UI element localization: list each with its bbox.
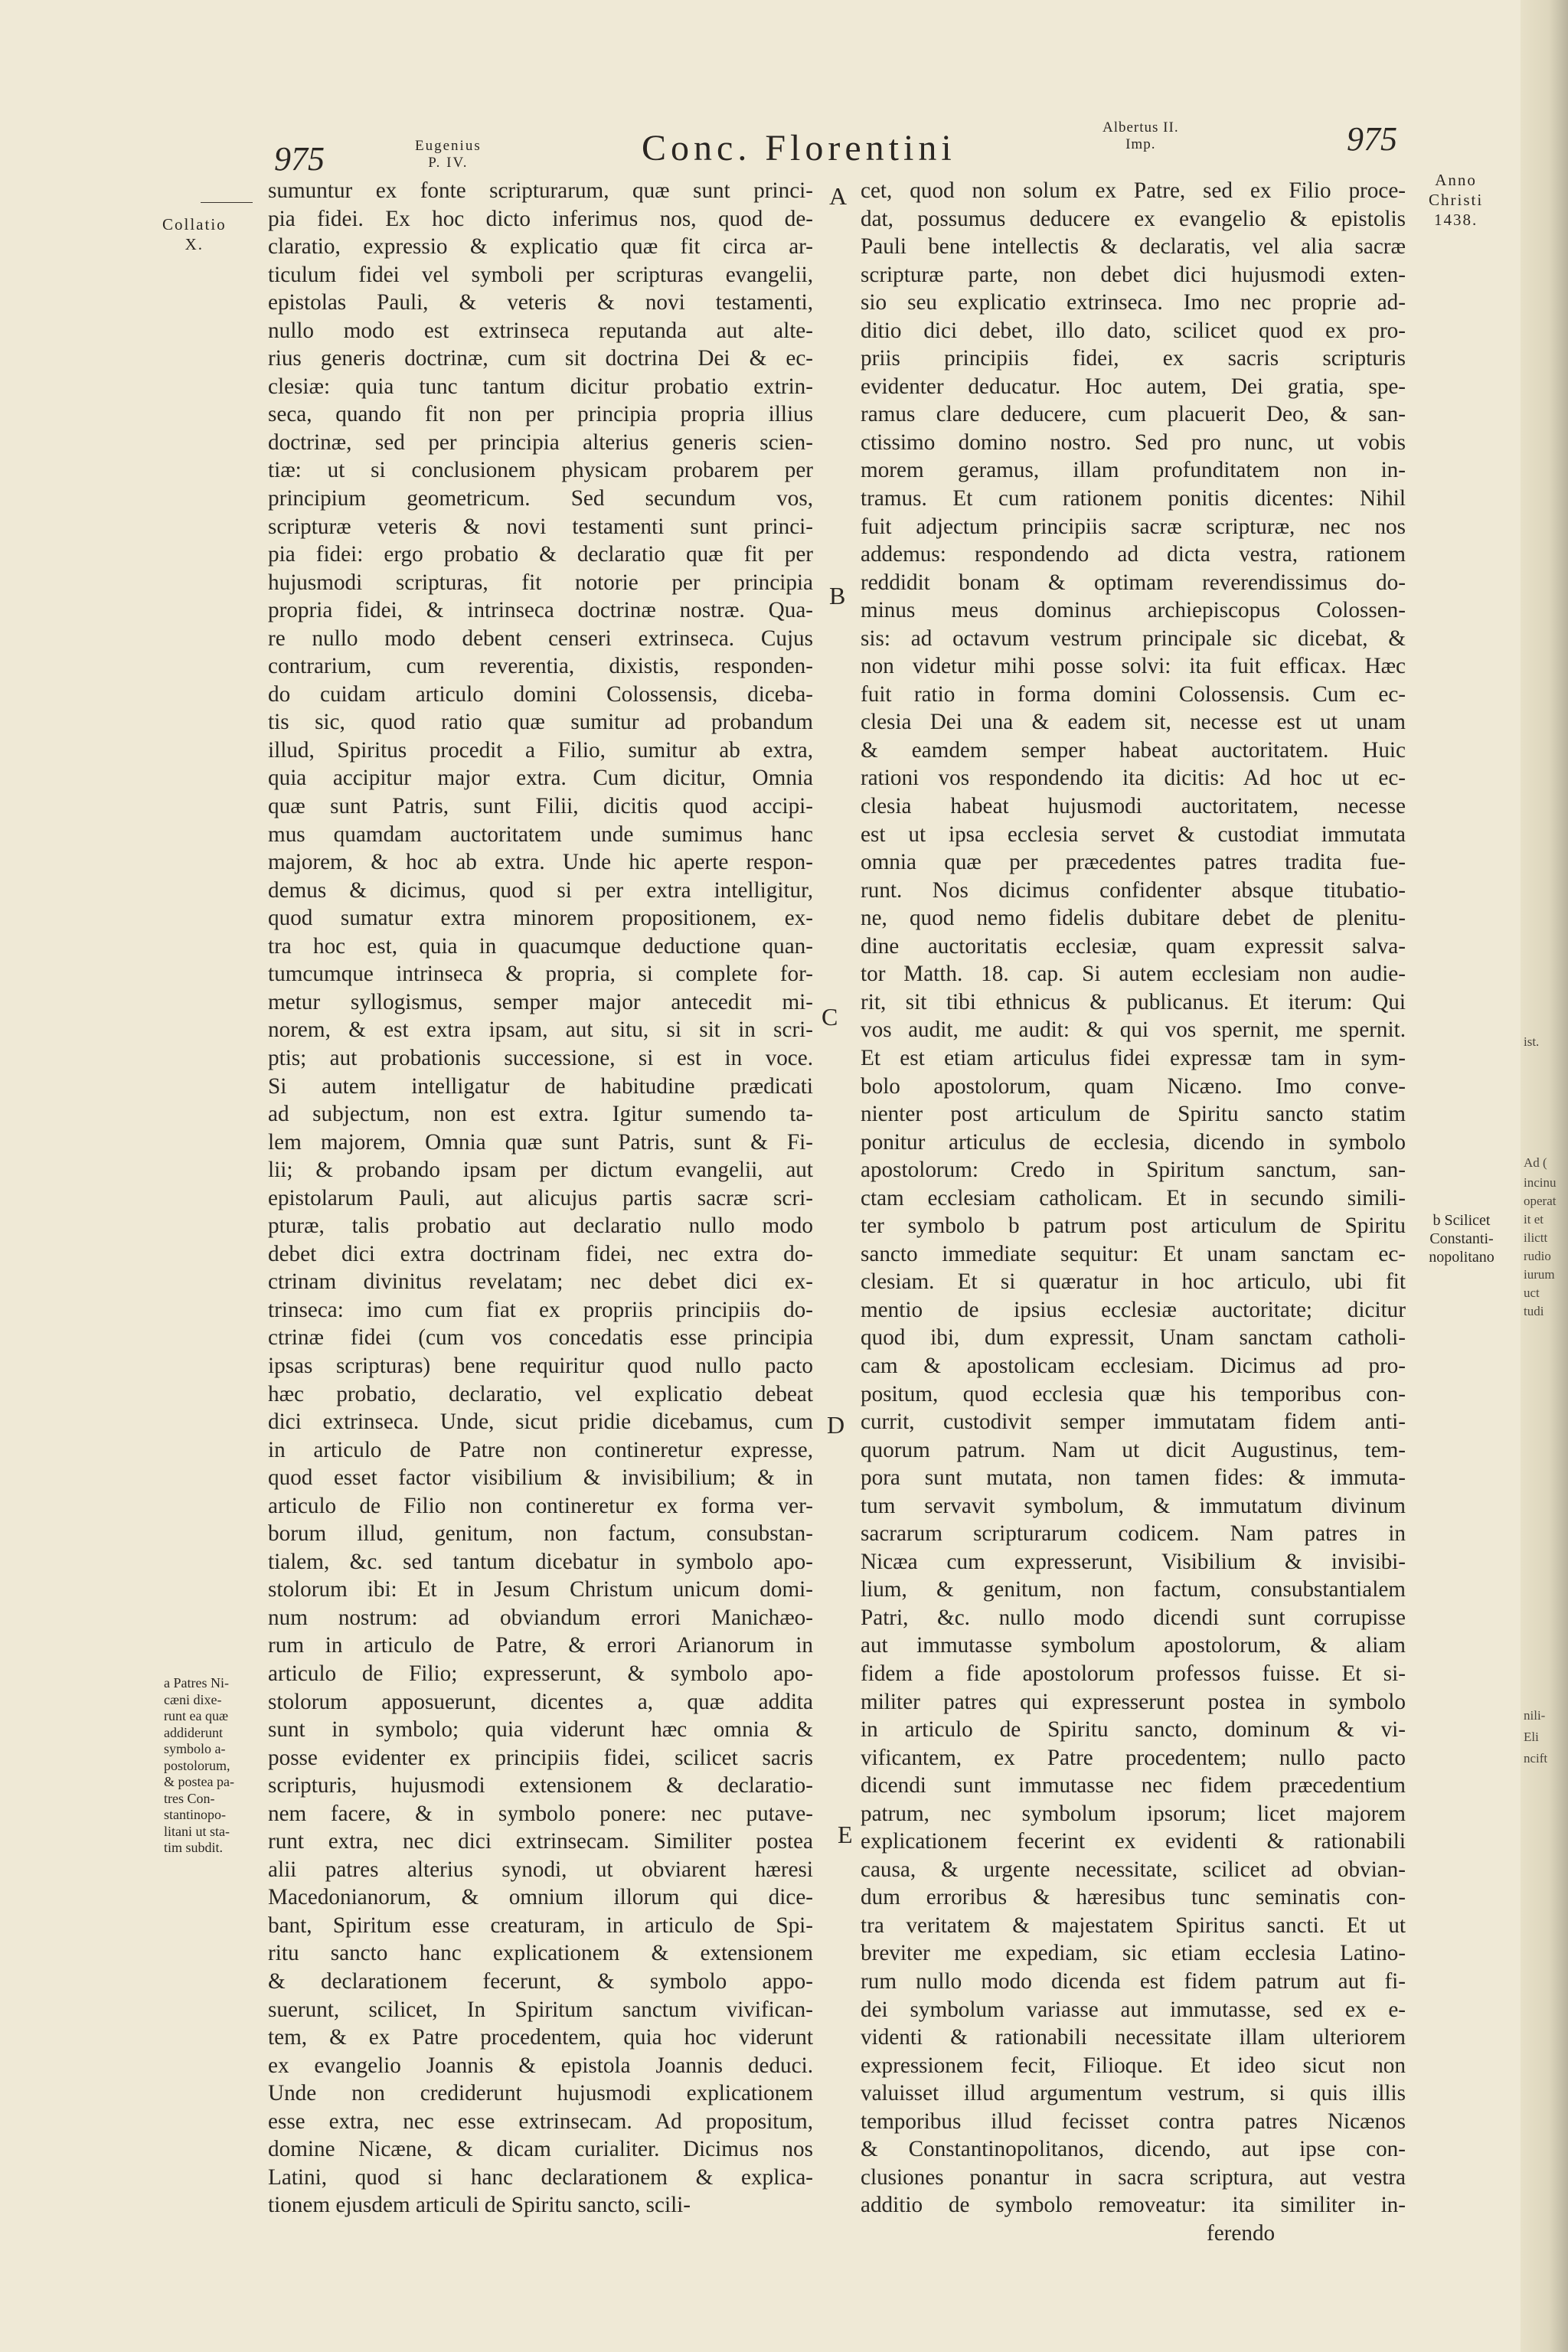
- text-line: causa, & urgente necessitate, scilicet ad obvian-: [861, 1857, 1406, 1882]
- text-line: scripturis, hujusmodi extensionem & declaratio-: [268, 1773, 813, 1798]
- text-line: clesiam. Et si quæratur in hoc articulo, ubi fit: [861, 1269, 1406, 1295]
- text-line: aut immutasse symbolum apostolorum, & aliam: [861, 1633, 1406, 1658]
- text-line: stolorum apposuerunt, dicentes a, quæ addita: [268, 1689, 813, 1714]
- section-letter-a: A: [829, 182, 848, 210]
- text-line: rum nullo modo dicenda est fidem patrum aut fi-: [861, 1969, 1406, 1994]
- text-line: ritu sancto hanc explicationem & extensionem: [268, 1941, 813, 1966]
- text-line: hæc probatio, declaratio, vel explicatio debeat: [268, 1381, 813, 1406]
- margin-note-b: [1412, 1211, 1511, 1266]
- text-line: pia fidei: ergo probatio & declaratio quæ fit per: [268, 542, 813, 567]
- text-line: valuisset illud argumentum vestrum, si quis illis: [861, 2081, 1406, 2106]
- text-line: vificantem, ex Patre procedentem; nullo pacto: [861, 1745, 1406, 1770]
- text-line: ex evangelio Joannis & epistola Joannis deduci.: [268, 2053, 813, 2078]
- text-line: est ut ipsa ecclesia servet & custodiat immutata: [861, 822, 1406, 847]
- text-line: clesia Dei una & eadem sit, necesse est ut unam: [861, 710, 1406, 735]
- margin-note-line: runt ea quæ: [164, 1708, 228, 1723]
- text-line: fidem a fide apostolorum professos fuisse. Et si-: [861, 1661, 1406, 1686]
- margin-note-line: & postea pa-: [164, 1774, 234, 1789]
- text-line: morem geramus, illam profunditatem non in-: [861, 458, 1406, 483]
- text-line: hujusmodi scripturas, fit notorie per principia: [268, 570, 813, 595]
- running-head-left-line: Eugenius: [415, 138, 482, 154]
- text-line: ad subjectum, non est extra. Igitur sumendo ta-: [268, 1102, 813, 1127]
- margin-note-line: cæni dixe-: [164, 1691, 222, 1707]
- margin-note-line: tim subdit.: [164, 1840, 224, 1855]
- text-line: ditio dici debet, illo dato, scilicet quod ex pro-: [861, 318, 1406, 343]
- text-line: non videtur mihi posse solvi: ita fuit efficax. Hæc: [861, 654, 1406, 679]
- text-line: dicendi sunt immutasse nec fidem præcedentium: [861, 1773, 1406, 1798]
- margin-heading-line: Christi: [1429, 191, 1484, 209]
- edge-fragment: uct: [1524, 1285, 1540, 1300]
- text-line: tionem ejusdem articuli de Spiritu sancto, scili-: [268, 2193, 691, 2218]
- text-line: ipsas scripturas) bene requiritur quod nullo pacto: [268, 1353, 813, 1378]
- margin-note-line: addiderunt: [164, 1724, 223, 1740]
- text-line: rum in articulo de Patre, & errori Arianorum in: [268, 1633, 813, 1658]
- text-line: ne, quod nemo fidelis dubitare debet de plenitu-: [861, 906, 1406, 931]
- text-line: doctrinæ, sed per principia alterius generis scien-: [268, 430, 813, 455]
- text-line: priis principiis fidei, ex sacris scripturis: [861, 346, 1406, 371]
- margin-heading-line: Anno: [1435, 171, 1477, 189]
- text-line: & eamdem semper habeat auctoritatem. Huic: [861, 737, 1406, 763]
- text-line: bant, Spiritum esse creaturam, in articulo de Spi-: [268, 1913, 813, 1938]
- text-column-left: [268, 177, 813, 2220]
- text-line: addemus: respondendo ad dicta vestra, rationem: [861, 542, 1406, 567]
- text-line: contrarium, cum reverentia, dixistis, responden-: [268, 654, 813, 679]
- text-line: illud, Spiritus procedit a Filio, sumitur ab extra,: [268, 737, 813, 763]
- text-line: clesiæ: quia tunc tantum dicitur probatio extrin-: [268, 374, 813, 399]
- text-line: quod ibi, dum expressit, Unam sanctam catholi-: [861, 1325, 1406, 1351]
- text-line: Et est etiam articulus fidei expressæ tam in sym-: [861, 1045, 1406, 1070]
- text-line: nienter post articulum de Spiritu sancto statim: [861, 1102, 1406, 1127]
- text-line: positum, quod ecclesia quæ his temporibus con-: [861, 1381, 1406, 1406]
- text-line: cet, quod non solum ex Patre, sed ex Filio proce-: [861, 178, 1406, 203]
- edge-fragment: Ad (: [1524, 1155, 1547, 1170]
- text-line: domine Nicæne, & dicam curialiter. Dicimus nos: [268, 2137, 813, 2162]
- text-line: metur syllogismus, semper major antecedit mi-: [268, 989, 813, 1014]
- text-line: fuit adjectum principiis sacræ scripturæ, nec nos: [861, 514, 1406, 539]
- margin-rule: [201, 202, 253, 203]
- text-line: principium geometricum. Sed secundum vos,: [268, 486, 813, 511]
- text-line: ctrinam divinitus revelatam; nec debet dici ex-: [268, 1269, 813, 1295]
- text-line: alii patres alterius synodi, ut obviarent hæresi: [268, 1857, 813, 1882]
- text-line: Si autem intelligatur de habitudine prædicati: [268, 1073, 813, 1099]
- text-line: tis sic, quod ratio quæ sumitur ad probandum: [268, 710, 813, 735]
- text-line: fuit ratio in forma domini Colossensis. Cum ec-: [861, 681, 1406, 707]
- margin-heading-line: 1438.: [1433, 211, 1478, 229]
- margin-heading-line: Collatio: [162, 215, 227, 234]
- text-line: lii; & probando ipsam per dictum evangelii, aut: [268, 1158, 813, 1183]
- text-line: & Constantinopolitanos, dicendo, aut ipse con-: [861, 2137, 1406, 2162]
- text-line: ticulum fidei vel symboli per scripturas evangelii,: [268, 262, 813, 287]
- edge-fragment: Eli: [1524, 1730, 1539, 1744]
- text-line: pora sunt mutata, non tamen fides: & immuta-: [861, 1465, 1406, 1491]
- text-line: apostolorum: Credo in Spiritum sanctum, san-: [861, 1158, 1406, 1183]
- text-line: Latini, quod si hanc declarationem & explica-: [268, 2164, 813, 2190]
- text-line: nullo modo est extrinseca reputanda aut alte-: [268, 318, 813, 343]
- text-line: dei symbolum variasse aut immutasse, sed ex e-: [861, 1997, 1406, 2022]
- page-number-right: 975: [1347, 120, 1397, 158]
- text-line: tramus. Et cum rationem ponitis dicentes: Nihil: [861, 486, 1406, 511]
- text-line: Macedonianorum, & omnium illorum qui dice-: [268, 1885, 813, 1910]
- text-line: Nicæa cum expresserunt, Visibilium & invisibi-: [861, 1549, 1406, 1574]
- text-line: reddidit bonam & optimam reverendissimus do-: [861, 570, 1406, 595]
- margin-note-a: [164, 1675, 271, 1857]
- text-line: claratio, expressio & explicatio quæ fit circa ar-: [268, 234, 813, 260]
- text-line: in articulo de Patre non contineretur expresse,: [268, 1437, 813, 1462]
- text-line: quæ sunt Patris, sunt Filii, dicitis quod accipi-: [268, 794, 813, 819]
- text-line: epistolas Pauli, & veteris & novi testamenti,: [268, 290, 813, 315]
- text-line: mus quamdam auctoritatem unde sumimus hanc: [268, 822, 813, 847]
- text-line: runt extra, nec dici extrinsecam. Similiter postea: [268, 1829, 813, 1854]
- text-line: re nullo modo debent censeri extrinseca. Cujus: [268, 626, 813, 651]
- section-letter-b: B: [829, 582, 846, 609]
- text-line: scripturæ veteris & novi testamenti sunt princi-: [268, 514, 813, 539]
- text-line: lem majorem, Omnia quæ sunt Patris, sunt & Fi-: [268, 1129, 813, 1155]
- text-line: minus meus dominus archiepiscopus Colossen-: [861, 598, 1406, 623]
- edge-fragment: incinu: [1524, 1175, 1557, 1190]
- text-line: tem, & ex Patre procedentem, quia hoc viderunt: [268, 2025, 813, 2050]
- margin-note-line: postolorum,: [164, 1757, 230, 1773]
- adjacent-page-edge: [1521, 0, 1568, 2352]
- text-line: borum illud, genitum, non factum, consubstan-: [268, 1521, 813, 1547]
- text-line: ponitur articulus de ecclesia, dicendo in symbolo: [861, 1129, 1406, 1155]
- section-letter-d: D: [827, 1411, 845, 1439]
- text-line: tra hoc est, quia in quacumque deductione quan-: [268, 933, 813, 959]
- text-line: ferendo: [1207, 2220, 1276, 2246]
- text-line: rius generis doctrinæ, cum sit doctrina Dei & ec-: [268, 346, 813, 371]
- text-line: evidenter deducatur. Hoc autem, Dei gratia, spe-: [861, 374, 1406, 399]
- text-line: sis: ad octavum vestrum principale sic dicebat, &: [861, 626, 1406, 651]
- text-line: dum erroribus & hæresibus tunc seminatis con-: [861, 1885, 1406, 1910]
- text-line: cam & apostolicam ecclesiam. Dicimus ad pro-: [861, 1353, 1406, 1378]
- text-line: quorum patrum. Nam ut dicit Augustinus, tem-: [861, 1437, 1406, 1462]
- text-line: posse evidenter ex principiis fidei, scilicet sacris: [268, 1745, 813, 1770]
- text-line: seca, quando fit non per principia propria illius: [268, 402, 813, 427]
- page-number-left: 975: [274, 140, 325, 178]
- text-line: tra veritatem & majestatem Spiritus sancti. Et ut: [861, 1913, 1406, 1938]
- edge-fragment: rudio: [1524, 1249, 1551, 1263]
- text-line: quod esset factor visibilium & invisibilium; & in: [268, 1465, 813, 1491]
- text-line: trinseca: imo cum fiat ex propriis principiis do-: [268, 1297, 813, 1322]
- margin-note-line: b Scilicet: [1432, 1212, 1491, 1229]
- text-line: expressionem fecit, Filioque. Et ideo sicut non: [861, 2053, 1406, 2078]
- text-line: esse extra, nec esse extrinsecam. Ad propositum,: [268, 2109, 813, 2134]
- running-head-left: [415, 138, 482, 172]
- text-line: mentio de ipsius ecclesiæ auctoritate; dicitur: [861, 1297, 1406, 1322]
- text-line: lium, & genitum, non factum, consubstantialem: [861, 1577, 1406, 1602]
- margin-heading-collatio: [162, 214, 227, 254]
- text-line: dici extrinseca. Unde, sicut pridie dicebamus, cum: [268, 1410, 813, 1435]
- edge-fragment: ncift: [1524, 1751, 1548, 1766]
- text-line: tumcumque intrinseca & propria, si complete for-: [268, 962, 813, 987]
- text-line: pia fidei. Ex hoc dicto inferimus nos, quod de-: [268, 206, 813, 231]
- text-line: bolo apostolorum, quam Nicæno. Imo conve-: [861, 1073, 1406, 1099]
- text-line: sancto immediate sequitur: Et unam sanctam ec-: [861, 1241, 1406, 1266]
- text-line: articulo de Filio; expresserunt, & symbolo apo-: [268, 1661, 813, 1686]
- text-line: tialem, &c. sed tantum dicebatur in symbolo apo-: [268, 1549, 813, 1574]
- text-line: do cuidam articulo domini Colossensis, diceba-: [268, 681, 813, 707]
- text-line: nem facere, & in symbolo ponere: nec putave-: [268, 1801, 813, 1826]
- margin-heading-line: X.: [185, 235, 204, 253]
- text-line: sumuntur ex fonte scripturarum, quæ sunt princi-: [268, 178, 813, 203]
- text-line: omnia quæ per præcedentes patres tradita fue-: [861, 850, 1406, 875]
- text-column-right: [861, 177, 1406, 2247]
- text-line: currit, custodivit semper immutatam fidem anti-: [861, 1410, 1406, 1435]
- margin-note-line: nopolitano: [1429, 1249, 1494, 1266]
- text-line: dat, possumus deducere ex evangelio & epistolis: [861, 206, 1406, 231]
- edge-fragment: it et: [1524, 1212, 1544, 1227]
- text-line: ptis; aut probationis successione, si est in voce.: [268, 1045, 813, 1070]
- section-letter-e: E: [838, 1821, 853, 1848]
- running-head-right: [1102, 119, 1179, 153]
- text-line: videnti & rationabili necessitate illam ulteriorem: [861, 2025, 1406, 2050]
- text-line: quia accipitur major extra. Cum dicitur, Omnia: [268, 766, 813, 791]
- margin-heading-year: [1429, 170, 1483, 230]
- text-line: quod sumatur extra minorem propositionem, ex-: [268, 906, 813, 931]
- text-line: suerunt, scilicet, In Spiritum sanctum vivifican-: [268, 1997, 813, 2022]
- text-line: rit, sit tibi ethnicus & publicanus. Et iterum: Qui: [861, 989, 1406, 1014]
- text-line: breviter me expediam, sic etiam ecclesia Latino-: [861, 1941, 1406, 1966]
- text-line: vos audit, me audit: & qui vos spernit, me spernit.: [861, 1018, 1406, 1043]
- edge-fragment: tudi: [1524, 1304, 1544, 1318]
- text-line: runt. Nos dicimus confidenter absque titubatio-: [861, 877, 1406, 903]
- text-line: num nostrum: ad obviandum errori Manichæo-: [268, 1605, 813, 1630]
- text-line: sacrarum scripturarum codicem. Nam patres in: [861, 1521, 1406, 1547]
- text-line: clesia habeat hujusmodi auctoritatem, necesse: [861, 794, 1406, 819]
- text-line: clusiones ponantur in sacra scriptura, aut vestra: [861, 2164, 1406, 2190]
- text-line: ter symbolo b patrum post articulum de Spiritu: [861, 1214, 1406, 1239]
- text-line: Patri, &c. nullo modo dicendi sunt corrupisse: [861, 1605, 1406, 1630]
- text-line: sio seu explicatio extrinseca. Imo nec proprie ad-: [861, 290, 1406, 315]
- running-head-right-line: Imp.: [1125, 136, 1156, 152]
- text-line: in articulo de Spiritu sancto, dominum & vi-: [861, 1717, 1406, 1743]
- edge-fragment: ist.: [1524, 1034, 1540, 1049]
- text-line: tor Matth. 18. cap. Si autem ecclesiam non audie-: [861, 962, 1406, 987]
- text-line: stolorum ibi: Et in Jesum Christum unicum domi-: [268, 1577, 813, 1602]
- margin-note-line: tres Con-: [164, 1790, 215, 1806]
- text-line: ctam ecclesiam catholicam. Et in secundo simili-: [861, 1185, 1406, 1210]
- margin-note-line: a Patres Ni-: [164, 1675, 229, 1690]
- running-title: Conc. Florentini: [642, 128, 956, 168]
- text-line: patrum, nec symbolum ipsorum; licet majorem: [861, 1801, 1406, 1826]
- running-head-right-line: Albertus II.: [1102, 119, 1179, 136]
- text-line: epistolarum Pauli, aut alicujus partis sacræ scri-: [268, 1185, 813, 1210]
- text-line: explicationem fecerint ex evidenti & rationabili: [861, 1829, 1406, 1854]
- margin-note-line: symbolo a-: [164, 1741, 226, 1756]
- section-letter-c: C: [822, 1003, 838, 1031]
- margin-note-line: Constanti-: [1429, 1230, 1494, 1247]
- text-line: militer patres qui expresserunt postea in symbolo: [861, 1689, 1406, 1714]
- text-line: rationi vos respondendo ita dicitis: Ad hoc ut ec-: [861, 766, 1406, 791]
- text-line: Unde non crediderunt hujusmodi explicationem: [268, 2081, 813, 2106]
- edge-fragment: iurum: [1524, 1267, 1555, 1282]
- text-line: ctrinæ fidei (cum vos concedatis esse principia: [268, 1325, 813, 1351]
- text-line: sunt in symbolo; quia viderunt hæc omnia &: [268, 1717, 813, 1743]
- text-line: tum servavit symbolum, & immutatum divinum: [861, 1493, 1406, 1518]
- edge-fragment: nili-: [1524, 1708, 1546, 1723]
- margin-note-line: stantinopo-: [164, 1807, 226, 1822]
- text-line: Pauli bene intellectis & declaratis, vel alia sacræ: [861, 234, 1406, 260]
- text-line: temporibus illud fecisset contra patres Nicænos: [861, 2109, 1406, 2134]
- text-line: additio de symbolo removeatur: ita similiter in-: [861, 2193, 1406, 2218]
- edge-fragment: ilictt: [1524, 1230, 1548, 1245]
- text-line: tiæ: ut si conclusionem physicam probarem per: [268, 458, 813, 483]
- text-line: debet dici extra doctrinam fidei, nec extra do-: [268, 1241, 813, 1266]
- text-line: scripturæ parte, non debet dici hujusmodi exten-: [861, 262, 1406, 287]
- text-line: norem, & est extra ipsam, aut situ, si sit in scri-: [268, 1018, 813, 1043]
- text-line: demus & dicimus, quod si per extra intelligitur,: [268, 877, 813, 903]
- text-line: pturæ, talis probatio aut declaratio nullo modo: [268, 1214, 813, 1239]
- margin-note-line: litani ut sta-: [164, 1823, 230, 1839]
- text-line: dine auctoritatis ecclesiæ, quam expressit salva-: [861, 933, 1406, 959]
- text-line: ctissimo domino nostro. Sed pro nunc, ut vobis: [861, 430, 1406, 455]
- text-line: propria fidei, & intrinseca doctrinæ nostræ. Qua-: [268, 598, 813, 623]
- edge-fragment: operat: [1524, 1194, 1557, 1208]
- text-line: articulo de Filio non contineretur ex forma ver-: [268, 1493, 813, 1518]
- text-line: majorem, & hoc ab extra. Unde hic aperte respon-: [268, 850, 813, 875]
- text-line: & declarationem fecerunt, & symbolo appo-: [268, 1969, 813, 1994]
- text-line: ramus clare deducere, cum placuerit Deo, & san-: [861, 402, 1406, 427]
- running-head-left-line: P. IV.: [428, 155, 469, 171]
